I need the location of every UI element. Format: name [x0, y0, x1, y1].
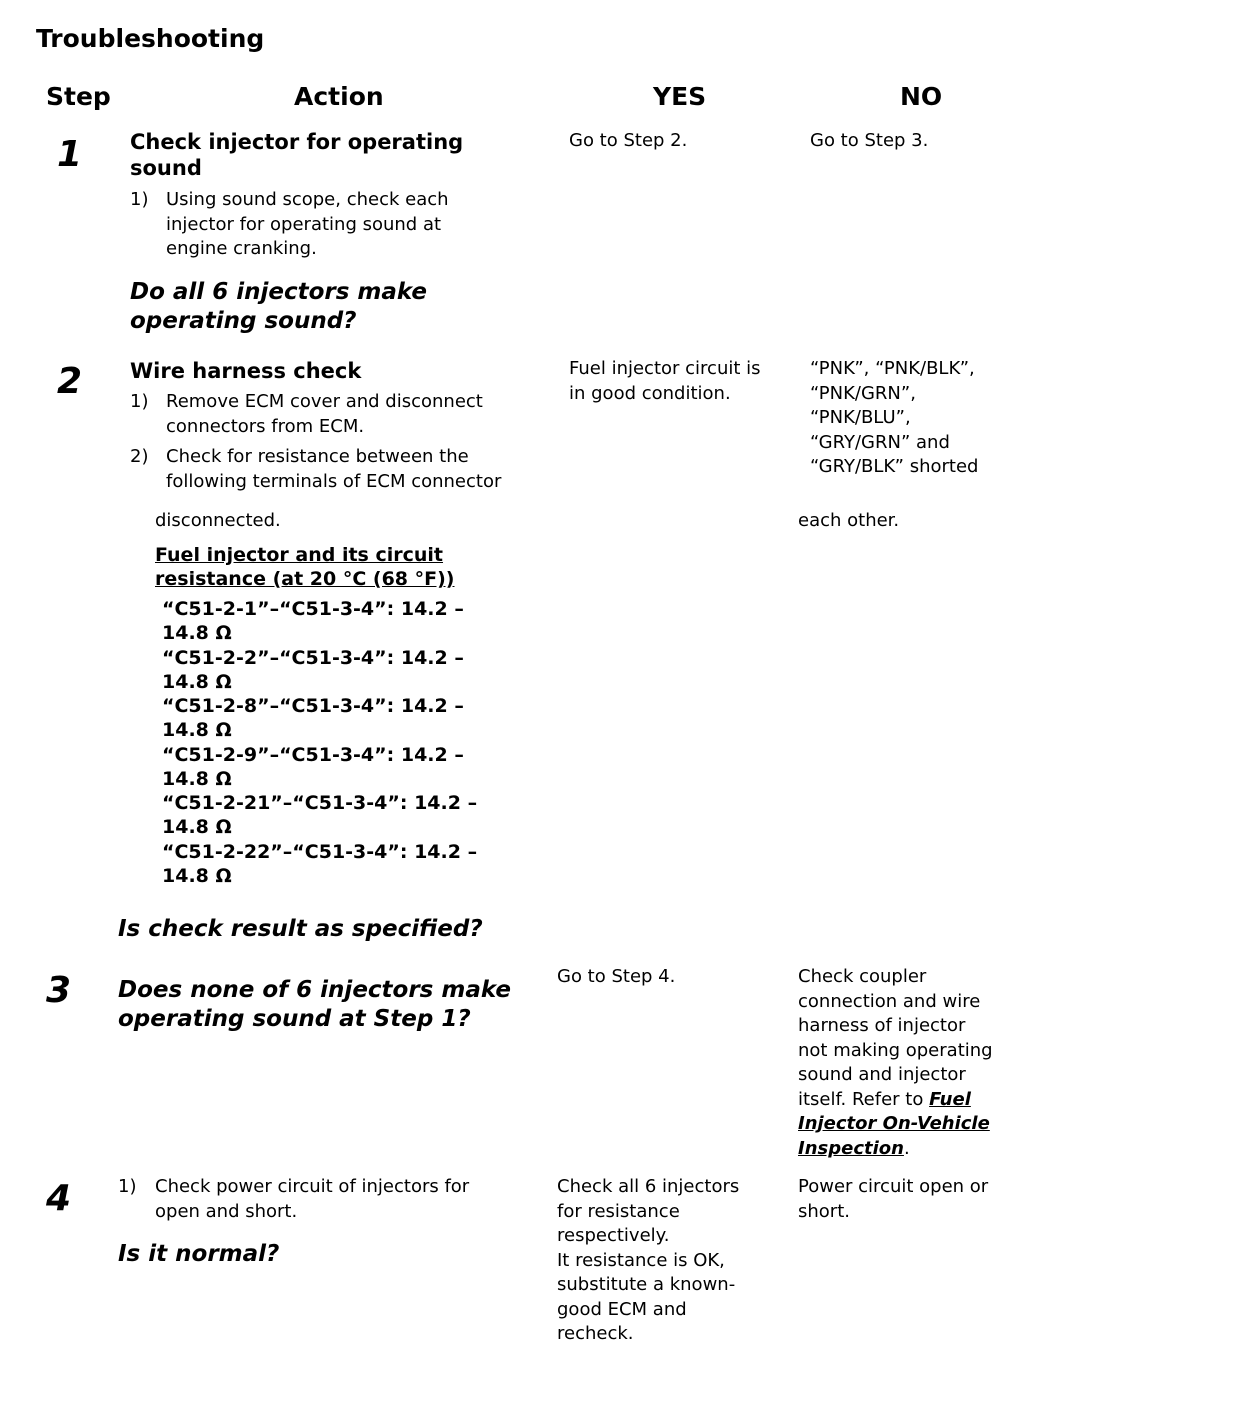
spec-value: “C51-2-22”–“C51-3-4”: 14.2 – 14.8 Ω: [162, 841, 478, 888]
no-result-continuation: each other.: [798, 510, 900, 531]
spec-value: “C51-2-8”–“C51-3-4”: 14.2 – 14.8 Ω: [162, 695, 464, 742]
spec-value: “C51-2-9”–“C51-3-4”: 14.2 – 14.8 Ω: [162, 744, 464, 791]
header-step: Step: [46, 82, 111, 111]
no-result: Power circuit open or short.: [798, 1176, 989, 1222]
spec-heading: Fuel injector and its circuit resistance (at 20 °C (68 °F)): [155, 544, 455, 591]
spec-value: “C51-2-2”–“C51-3-4”: 14.2 – 14.8 Ω: [162, 647, 464, 694]
fuel-injector-inspection-link[interactable]: Fuel Injector On-Vehicle Inspection: [798, 1088, 990, 1159]
page-title: Troubleshooting: [36, 24, 265, 53]
header-no: NO: [900, 82, 943, 111]
step-question: Does none of 6 injectors make operating sound at Step 1?: [118, 977, 511, 1032]
no-result: [798, 965, 993, 1161]
yes-result: Go to Step 4.: [557, 966, 676, 987]
step-question: Is it normal?: [118, 1241, 280, 1267]
step-title: Check injector for operating sound: [130, 130, 464, 180]
list-item: Remove ECM cover and disconnect connectors from ECM.: [166, 391, 483, 437]
header-yes: YES: [653, 82, 707, 111]
list-marker: 1): [130, 391, 149, 412]
step-title: Wire harness check: [130, 359, 362, 383]
step-number: 4: [46, 1178, 72, 1219]
no-result-text: Check coupler connection and wire harness of injector not making operating sound and injector itself. Refer to: [798, 966, 993, 1110]
list-item: Using sound scope, check each injector for operating sound at engine cranking.: [166, 189, 449, 259]
list-marker: 1): [118, 1176, 137, 1197]
step-question: Is check result as specified?: [118, 916, 483, 942]
list-item-continuation: disconnected.: [155, 510, 281, 531]
header-action: Action: [294, 82, 384, 111]
list-item: Check for resistance between the following terminals of ECM connector: [166, 446, 502, 492]
no-result: “PNK”, “PNK/BLK”, “PNK/GRN”, “PNK/BLU”, “GRY/GRN” and “GRY/BLK” shorted: [810, 358, 979, 477]
yes-result: Go to Step 2.: [569, 130, 688, 151]
yes-result: Check all 6 injectors for resistance respectively. It resistance is OK, substitute a known- good ECM and recheck.: [557, 1176, 740, 1344]
spec-value: “C51-2-1”–“C51-3-4”: 14.2 – 14.8 Ω: [162, 598, 464, 645]
no-result-end: .: [903, 1137, 910, 1159]
spec-value: “C51-2-21”–“C51-3-4”: 14.2 – 14.8 Ω: [162, 792, 478, 839]
step-number: 2: [57, 361, 83, 402]
list-marker: 2): [130, 446, 149, 467]
list-item: Check power circuit of injectors for open and short.: [155, 1176, 470, 1222]
yes-result: Fuel injector circuit is in good condition.: [569, 358, 761, 404]
step-number: 3: [46, 970, 72, 1011]
step-question: Do all 6 injectors make operating sound?: [130, 279, 427, 334]
step-number: 1: [57, 134, 83, 175]
no-result: Go to Step 3.: [810, 130, 929, 151]
list-marker: 1): [130, 189, 149, 210]
